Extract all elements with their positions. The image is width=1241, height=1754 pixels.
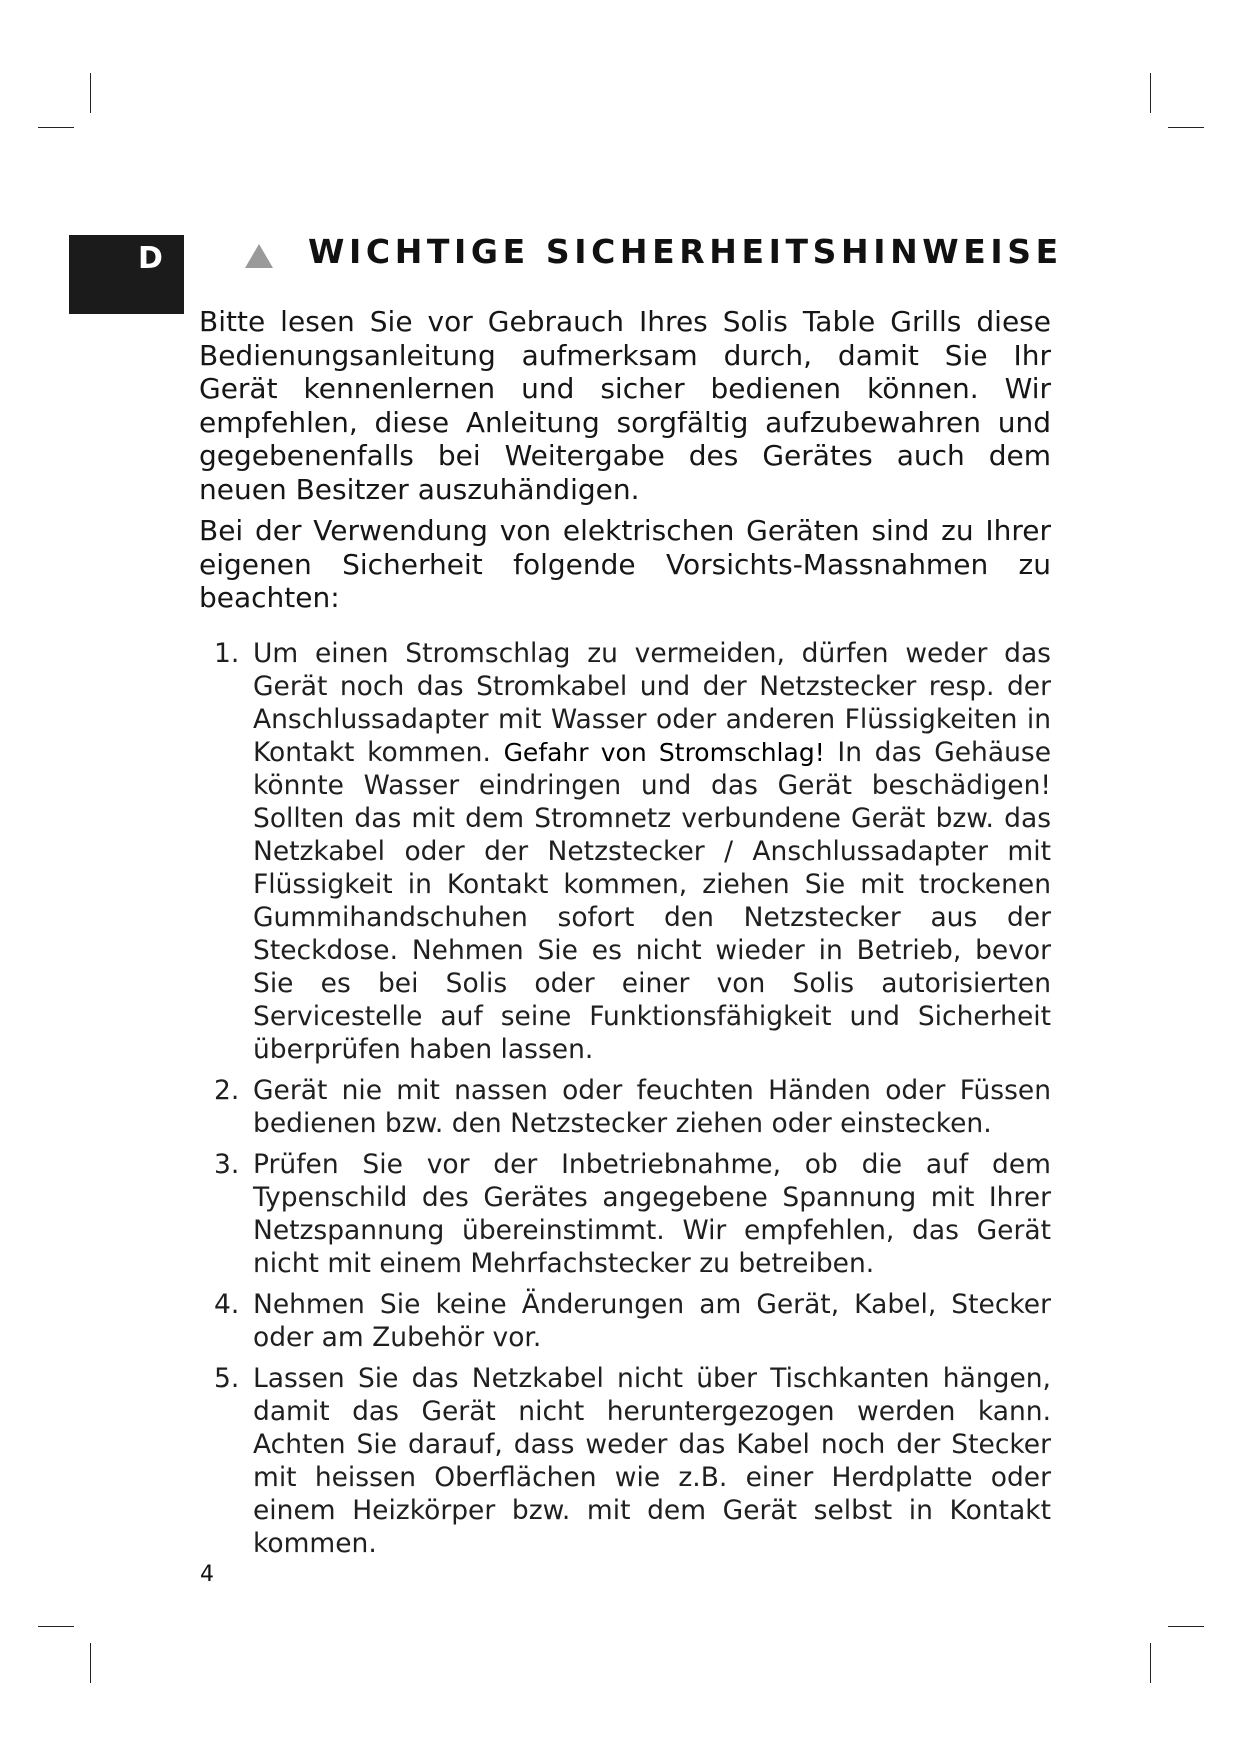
item-text: Gerät nie mit nassen oder feuchten Händen oder Füssen bedienen bzw. den Netzstecker ziehen oder einstecken. (253, 1074, 1051, 1139)
page-number: 4 (200, 1562, 214, 1587)
list-item (199, 1288, 1051, 1354)
crop-mark-bottom-left-vertical (90, 1643, 91, 1683)
list-item (199, 1074, 1051, 1140)
item-number: 3. (214, 1148, 240, 1180)
document-body (199, 305, 1051, 1568)
warning-emphasis: Gefahr von Stromschlag! (503, 737, 825, 767)
crop-mark-bottom-right-horizontal (1168, 1626, 1204, 1627)
crop-mark-top-left-horizontal (38, 127, 74, 128)
warning-triangle-icon (245, 244, 273, 268)
list-item (199, 1148, 1051, 1280)
item-text: In das Gehäuse könnte Wasser eindringen und das Gerät beschädigen! Sollten das mit dem Stromnetz verbundene Gerät bzw. das Netzkabel oder der Netzstecker / Anschlussadapter mit Flüssigkeit in Kontakt kommen, ziehen Sie mit trockenen Gummihandschuhen sofort den Netzstecker aus der Steckdose. Nehmen Sie es nicht wieder in Betrieb, bevor Sie es bei Solis oder einer von Solis autorisierten Servicestelle auf seine Funktionsfähigkeit und Sicherheit überprüfen haben lassen. (253, 736, 1052, 1065)
item-number: 5. (214, 1362, 240, 1394)
item-text: Prüfen Sie vor der Inbetriebnahme, ob die auf dem Typenschild des Gerätes angegebene Spannung mit Ihrer Netzspannung übereinstimmt. Wir empfehlen, das Gerät nicht mit einem Mehrfachstecker zu betreiben. (253, 1148, 1051, 1279)
crop-mark-top-left-vertical (90, 73, 91, 113)
section-title: WICHTIGE SICHERHEITSHINWEISE (308, 232, 1063, 271)
crop-mark-top-right-horizontal (1168, 127, 1204, 128)
intro-paragraph: Bei der Verwendung von elektrischen Geräten sind zu Ihrer eigenen Sicherheit folgende Vorsichts-Massnahmen zu beachten: (199, 514, 1051, 614)
crop-mark-bottom-right-vertical (1150, 1643, 1151, 1683)
crop-mark-top-right-vertical (1150, 73, 1151, 113)
intro-paragraph: Bitte lesen Sie vor Gebrauch Ihres Solis Table Grills diese Bedienungsanleitung aufmerksam durch, damit Sie Ihr Gerät kennenlernen und sicher bedienen können. Wir empfehlen, diese Anleitung sorgfältig aufzubewahren und gegebenenfalls bei Weitergabe des Gerätes auch dem neuen Besitzer auszuhändigen. (199, 305, 1051, 506)
crop-mark-bottom-left-horizontal (38, 1626, 74, 1627)
language-letter: D (138, 241, 163, 276)
item-number: 4. (214, 1288, 240, 1320)
language-tab (69, 235, 184, 314)
item-text: Nehmen Sie keine Änderungen am Gerät, Kabel, Stecker oder am Zubehör vor. (253, 1288, 1051, 1353)
list-item (199, 1362, 1051, 1560)
safety-list (199, 637, 1051, 1560)
item-text: Lassen Sie das Netzkabel nicht über Tischkanten hängen, damit das Gerät nicht heruntergezogen werden kann. Achten Sie darauf, dass weder das Kabel noch der Stecker mit heissen Oberflächen wie z.B. einer Herdplatte oder einem Heizkörper bzw. mit dem Gerät selbst in Kontakt kommen. (253, 1362, 1051, 1559)
list-item (199, 637, 1051, 1066)
item-text: Um einen Stromschlag zu vermeiden, dürfen weder das Gerät noch das Stromkabel und der Netzstecker resp. der Anschlussadapter mit Wasser oder anderen Flüssigkeiten in Kontakt kommen. (253, 637, 1051, 768)
item-number: 1. (214, 637, 240, 669)
item-number: 2. (214, 1074, 240, 1106)
